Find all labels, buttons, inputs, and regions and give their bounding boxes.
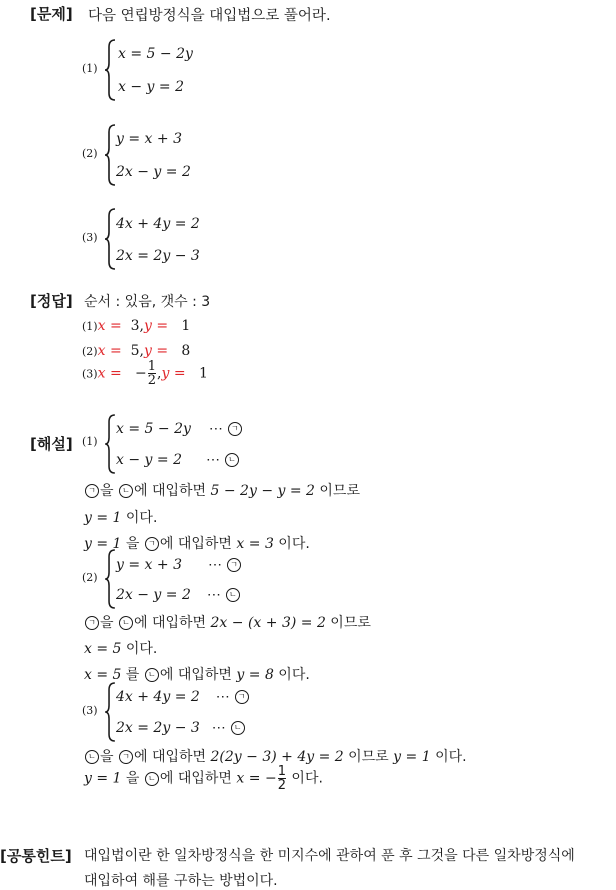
answer-1: (1)x = 3,y = 1 [82, 318, 191, 334]
solution-2-number: (2) [82, 571, 98, 584]
answer-header: 순서 : 있음, 갯수 : 3 [84, 294, 211, 310]
problem-instruction: 다음 연립방정식을 대입법으로 풀어라. [88, 8, 331, 24]
problem-1-brace [104, 39, 116, 101]
solution-label: [해설] [30, 435, 73, 453]
problem-1-eq2: x − y = 2 [118, 79, 184, 95]
solution-2-line1: ㄱ 을 ㄴ 에 대입하면 2x − (x + 3) = 2 이므로 [84, 612, 371, 632]
solution-3-line1: ㄴ 을 ㄱ 에 대입하면 2(2y − 3) + 4y = 2 이므로 y = 1 이다. [84, 746, 467, 766]
solution-3-line2: y = 1 을 ㄴ 에 대입하면 x = − $\frac{1}{2}$ 이다. [84, 764, 323, 793]
solution-2-line3: x = 5 를 ㄴ 에 대입하면 y = 8 이다. [84, 667, 310, 683]
solution-3-eq2: 2x = 2y − 3 ⋯ ㄴ [116, 720, 246, 736]
problem-2-eq1: y = x + 3 [116, 131, 182, 147]
problem-3-number: (3) [82, 231, 98, 244]
solution-1-line2: y = 1 이다. [84, 510, 158, 526]
problem-2-number: (2) [82, 147, 98, 160]
problem-3-eq1: 4x + 4y = 2 [116, 216, 200, 232]
answer-3: (3)x = − $\frac{1}{2}$ ,y = 1 [82, 359, 208, 388]
problem-2-eq2: 2x − y = 2 [116, 164, 191, 180]
solution-2-line2: x = 5 이다. [84, 641, 158, 657]
answer-2: (2)x = 5,y = 8 [82, 343, 191, 359]
solution-1-eq2: x − y = 2 ⋯ ㄴ [116, 452, 240, 468]
solution-3-eq1: 4x + 4y = 2 ⋯ ㄱ [116, 689, 250, 705]
solution-1-eq1: x = 5 − 2y ⋯ ㄱ [116, 421, 243, 437]
solution-3-brace [104, 682, 116, 742]
problem-3-eq2: 2x = 2y − 3 [116, 248, 200, 264]
solution-2-brace [104, 549, 116, 609]
solution-1-line1: ㄱ 을 ㄴ 에 대입하면 5 − 2y − y = 2 이므로 [84, 480, 360, 500]
solution-1-brace [104, 414, 116, 474]
problem-label: [문제] [30, 5, 73, 23]
answer-label: [정답] [30, 292, 73, 310]
hint-line2: 대입하여 해를 구하는 방법이다. [84, 873, 278, 889]
hint-line1: 대입법이란 한 일차방정식을 한 미지수에 관하여 푼 후 그것을 다른 일차방정식에 [84, 848, 575, 864]
solution-1-number: (1) [82, 435, 98, 448]
hint-label: [공통힌트] [0, 847, 72, 865]
problem-2-brace [104, 124, 116, 186]
problem-3-brace [104, 208, 116, 270]
solution-1-line3: y = 1 을 ㄱ 에 대입하면 x = 3 이다. [84, 536, 310, 552]
problem-1-eq1: x = 5 − 2y [118, 46, 193, 62]
problem-1-number: (1) [82, 62, 98, 75]
solution-2-eq1: y = x + 3 ⋯ ㄱ [116, 557, 242, 573]
solution-3-number: (3) [82, 704, 98, 717]
solution-2-eq2: 2x − y = 2 ⋯ ㄴ [116, 587, 241, 603]
